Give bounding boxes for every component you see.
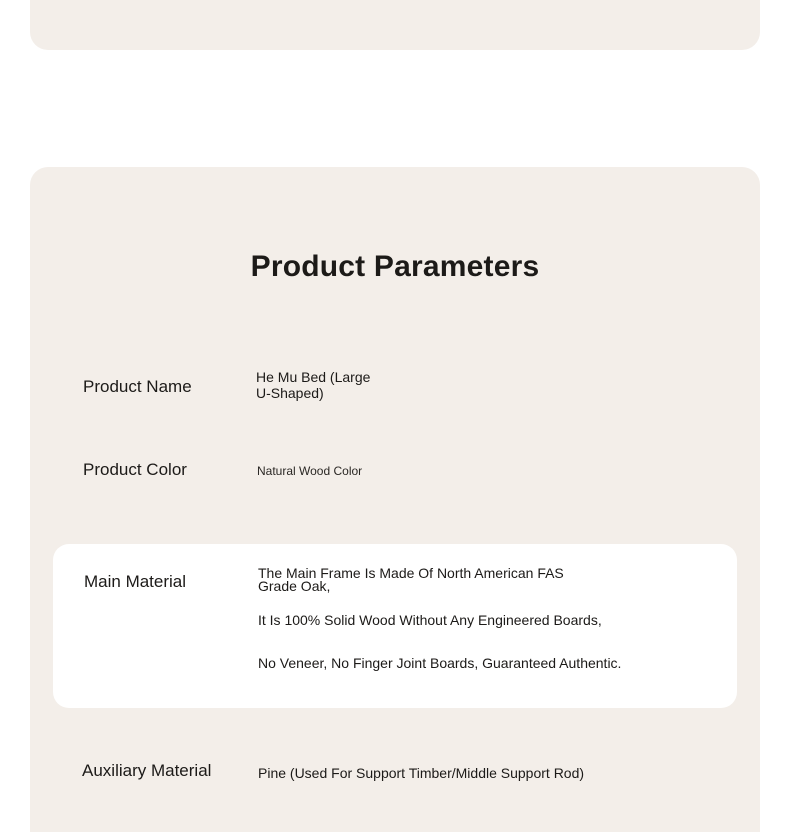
section-title: Product Parameters [250, 250, 540, 283]
param-value-product-color: Natural Wood Color [257, 464, 363, 478]
param-label-product-color: Product Color [83, 460, 187, 479]
param-value-main-material-line1: The Main Frame Is Made Of North American FAS [258, 565, 564, 581]
param-value-product-name-line1: He Mu Bed (Large [256, 369, 371, 385]
param-row-main-material [53, 544, 737, 708]
param-value-main-material-line4: No Veneer, No Finger Joint Boards, Guaranteed Authentic. [258, 655, 622, 671]
param-value-product-name [256, 369, 370, 401]
param-label-product-name: Product Name [83, 377, 192, 396]
param-value-product-name-line2: U-Shaped) [256, 385, 324, 401]
param-label-main-material: Main Material [84, 572, 187, 591]
product-parameters-card [30, 167, 760, 832]
param-label-auxiliary-material: Auxiliary Material [82, 761, 212, 780]
previous-section-card [30, 0, 760, 50]
param-value-main-material-line2: Grade Oak, [258, 578, 331, 594]
param-value-auxiliary-material: Pine (Used For Support Timber/Middle Support Rod) [258, 765, 585, 781]
param-value-main-material-line3: It Is 100% Solid Wood Without Any Engineered Boards, [258, 612, 602, 628]
